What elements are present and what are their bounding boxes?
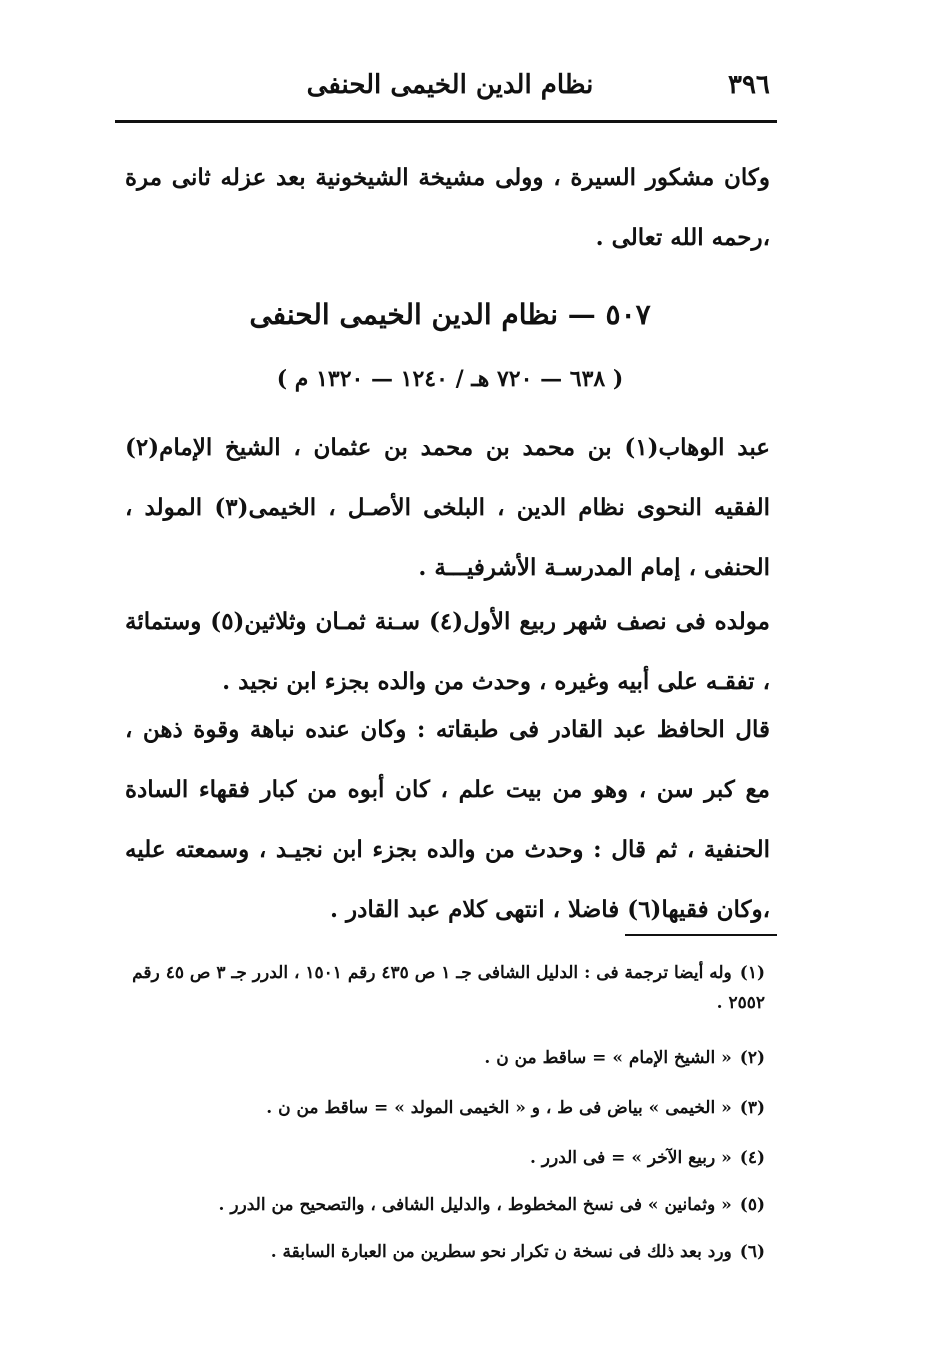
footnote [120, 1143, 765, 1173]
entry-title: نظام الدين الخيمى الحنفى [249, 298, 559, 331]
entry-number: ٥٠٧ [605, 298, 651, 331]
footnote-rule [625, 934, 777, 936]
footnote [120, 1190, 765, 1220]
footnote-label: (٤) [739, 1148, 765, 1168]
paragraph-biography: عبد الوهاب(١) بن محمد بن محمد بن عثمان ، الشيخ الإمام(٢) الفقيه النحوى نظام الدين ، البلخى الأصـل ، الخيمى(٣) المولد ، الحنفى ، إمام المدرسـة الأشرفيـــة . [125, 434, 770, 581]
footnote-label: (٢) [739, 1048, 765, 1068]
paragraph-birth: مولده فى نصف شهر ربيع الأول(٤) سـنة ثمـان وثلاثين(٥) وستمائة ، تفقـه على أبيه وغيره ، وحدث من والده بجزء ابن نجيد . [125, 608, 770, 695]
footnote [120, 1237, 765, 1267]
footnote [120, 1043, 765, 1073]
footnote-text: « الشيخ الإمام » = ساقط من ن . [484, 1048, 732, 1068]
footnote [120, 1093, 765, 1123]
footnote-text: « الخيمى » بياض فى ط ، و « الخيمى المولد » = ساقط من ن . [266, 1098, 732, 1118]
footnote-label: (٦) [739, 1242, 765, 1262]
footnote-label: (٥) [739, 1195, 765, 1215]
running-title: نظام الدين الخيمى الحنفى [306, 70, 594, 100]
header-rule [115, 120, 777, 123]
footnote-text: ورد بعد ذلك فى نسخة ن تكرار نحو سطرين من العبارة السابقة . [270, 1242, 732, 1262]
entry-dates: ( ٦٣٨ — ٧٢٠ هـ / ١٢٤٠ — ١٣٢٠ م ) [276, 366, 624, 392]
footnote [120, 958, 765, 1018]
entry-heading [200, 298, 700, 331]
paragraph-quote: قال الحافظ عبد القادر فى طبقاته : وكان عنده نباهة وقوة ذهن ، مع كبر سن ، وهو من بيت علم ، كان أبوه من كبار فقهاء السادة الحنفية ، ثم قال : وحدث من والده بجزء ابن نجيـد ، وسمعته عليه ،وكان فقيها(٦) فاضلا ، انتهى كلام عبد القادر . [125, 716, 770, 923]
paragraph-continuation: وكان مشكور السيرة ، وولى مشيخة الشيخونية بعد عزله ثانى مرة ،رحمه الله تعالى . [125, 164, 770, 251]
footnote-label: (٣) [739, 1098, 765, 1118]
footnote-text: « وثمانين » فى نسخ المخطوط ، والدليل الشافى ، والتصحيح من الدرر . [218, 1195, 732, 1215]
footnote-label: (١) [739, 963, 765, 983]
footnote-text: وله أيضا ترجمة فى : الدليل الشافى جـ ١ ص ٤٣٥ رقم ١٥٠١ ، الدرر جـ ٣ ص ٤٥ رقم ٢٥٥٢ . [132, 963, 765, 1013]
footnote-text: « ربيع الآخر » = فى الدرر . [529, 1148, 732, 1168]
entry-separator: — [558, 298, 596, 331]
page-number: ٣٩٦ [728, 70, 770, 100]
